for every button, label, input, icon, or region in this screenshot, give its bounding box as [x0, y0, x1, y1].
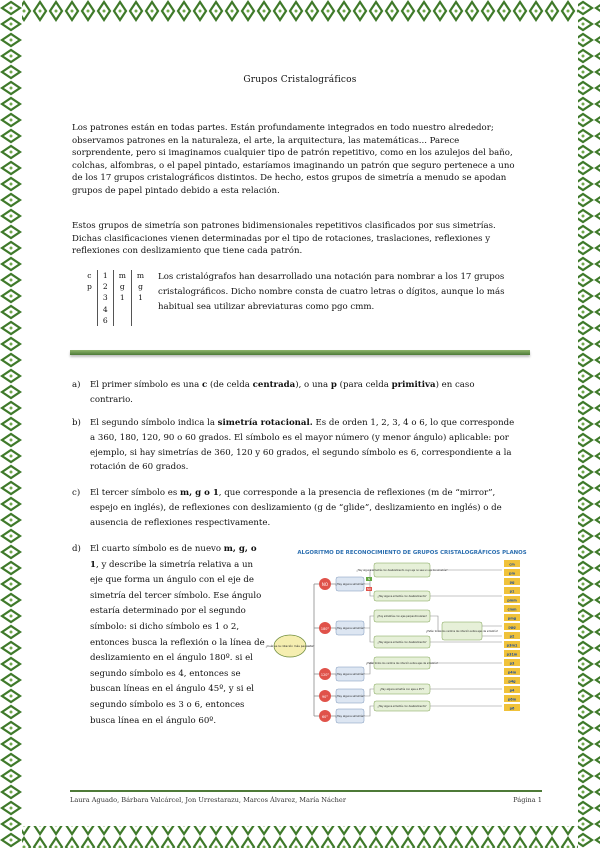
svg-text:pmm: pmm [507, 598, 517, 603]
svg-text:p6: p6 [509, 706, 515, 711]
svg-text:pgg: pgg [508, 625, 516, 630]
notation-column-1: c p [82, 270, 97, 326]
rotation-node-120 [314, 668, 331, 680]
svg-text:p4: p4 [509, 688, 515, 693]
list-item-d: d) El cuarto símbolo es de nuevo m, g, o 1, y describe la simetría relativa a un eje que forma un ángulo con el eje de simetría del tercer símbolo. Ese ángulo estaría determinado por el segundo símbolo: si dicho símbolo es 1 o 2, entonces busca la reflexión o la línea de deslizamiento en el ángulo 180º. si el segundo símbolo es 4, entonces se buscan líneas en el ángulo 45º, y si el segundo símbolo es 3 o 6, entonces busca línea en el ángulo 60º. [72, 544, 265, 726]
rotation-node-180 [314, 622, 331, 634]
rotation-node-90 [314, 690, 331, 702]
svg-text:NO: NO [367, 588, 371, 591]
question-symmetry-1: ¿Hay alguna simetría? [335, 583, 365, 586]
svg-text:p4m: p4m [507, 670, 517, 675]
svg-text:pmg: pmg [507, 616, 517, 621]
question-symmetry-5: ¿Hay alguna simetría? [335, 715, 365, 718]
svg-text:¿Hay alguna simetría con desli: ¿Hay alguna simetría con deslizamiento? [377, 641, 427, 644]
svg-text:120°: 120° [320, 673, 330, 677]
question-rotation-centers: ¿Están todos los centros de rotación sobre ejes de simetría? [426, 630, 498, 633]
svg-text:¿Cuál es la rotación más peque: ¿Cuál es la rotación más pequeña? [265, 644, 315, 648]
svg-text:cmm: cmm [507, 607, 517, 612]
svg-text:NO: NO [321, 582, 329, 587]
question-symmetry-3: ¿Hay alguna simetría? [335, 673, 365, 676]
list-item-c: c) El tercer símbolo es m, g o 1, que corresponde a la presencia de reflexiones (m de “mirror”, espejo en inglés), de reflexiones con deslizamiento (g de “glide”, deslizamiento en inglés) o de ausencia de reflexiones respectivamente. [72, 488, 502, 528]
diagram-title: ALGORITMO DE RECONOCIMIENTO DE GRUPOS CRISTALOGRÁFICOS PLANOS [297, 550, 527, 556]
page-title: Grupos Cristalográficos [243, 75, 357, 85]
svg-text:¿Hay alguna simetría con desli: ¿Hay alguna simetría con deslizamiento? [377, 595, 427, 598]
svg-text:180°: 180° [320, 627, 330, 631]
svg-text:¿Hay alguna simetría con desli: ¿Hay alguna simetría con deslizamiento? [377, 705, 427, 708]
svg-text:pm: pm [509, 571, 515, 576]
svg-text:¿Hay alguna simetría con desli: ¿Hay alguna simetría con deslizamiento cuyo eje no sea un eje de simetría? [356, 569, 448, 572]
svg-text:p1: p1 [509, 589, 515, 594]
svg-text:p4g: p4g [508, 679, 516, 684]
svg-text:pg: pg [509, 580, 515, 585]
notation-column-4: m g 1 [136, 271, 145, 303]
rotation-node-none [314, 578, 331, 590]
document-page [44, 40, 556, 810]
svg-text:p3: p3 [509, 661, 515, 666]
notation-column-3: m g 1 [113, 270, 131, 326]
footer-authors: Laura Aguado, Bárbara Valcárcel, Jon Urrestarazu, Marcos Álvarez, María Nácher [70, 796, 346, 804]
footer-page-number: Página 1 [513, 796, 542, 804]
recognition-algorithm-diagram [265, 546, 552, 732]
list-item-a: a) El primer símbolo es una c (de celda centrada), o una p (para celda primitiva) en caso contrario. [72, 380, 475, 405]
svg-text:60°: 60° [321, 715, 329, 719]
svg-text:Sí: Sí [367, 578, 371, 581]
svg-text:p2: p2 [509, 634, 515, 639]
question-symmetry-2: ¿Hay alguna simetría? [335, 627, 365, 630]
rotation-node-60 [314, 710, 331, 722]
notation-table [82, 270, 149, 326]
question-symmetry-4: ¿Hay alguna simetría? [335, 695, 365, 698]
notation-description: Los cristalógrafos han desarrollado una notación para nombrar a los 17 grupos cristalográficos. Dicho nombre consta de cuatro letras o dígitos, aunque lo más habitual sea utilizar abreviaturas como pgo cmm. [158, 272, 505, 312]
notation-column-2: 1 2 3 4 6 [97, 270, 113, 326]
svg-text:¿Hay simetrías con ejes perpen: ¿Hay simetrías con ejes perpendiculares? [377, 615, 427, 618]
section-divider [70, 350, 530, 355]
svg-text:¿Hay alguna simetría con ejes: ¿Hay alguna simetría con ejes a 45°? [379, 688, 425, 691]
intro-paragraph-1: Los patrones están en todas partes. Están profundamente integrados en todo nuestro alrededor; observamos patrones en la naturaleza, el arte, la arquitectura, las matemáticas... Parece sorprendente, pero si imaginamos cualquier tipo de patrón repetitivo, como en los azulejos del baño, colchas, alfombras, o el papel pintado, estaríamos imaginando un patrón que seguro pertenece a uno de los 17 grupos cristalográficos distintos. De hecho, estos grupos de simetría a menudo se apodan grupos de papel pintado debido a esta relación. [72, 123, 515, 196]
svg-text:90°: 90° [321, 695, 329, 699]
list-item-b: b) El segundo símbolo indica la simetría rotacional. Es de orden 1, 2, 3, 4 o 6, lo que corresponde a 360, 180, 120, 90 o 60 grados. El símbolo es el mayor número (y menor ángulo) aplicable: por ejemplo, si hay simetrías de 360, 120 y 60 grados, el segundo símbolo es 6, correspondiente a la rotación de 60 grados. [72, 418, 515, 473]
svg-text:p31m: p31m [506, 652, 518, 657]
svg-text:p6m: p6m [507, 697, 517, 702]
svg-text:p3m1: p3m1 [506, 643, 518, 648]
svg-text:cm: cm [509, 562, 515, 567]
footer-divider [70, 790, 542, 792]
intro-paragraph-2: Estos grupos de simetría son patrones bidimensionales repetitivos clasificados por sus simetrías. Dichas clasificaciones vienen determinadas por el tipo de rotaciones, traslaciones, reflexiones y reflexiones con deslizamiento que tiene cada patrón. [72, 221, 496, 257]
svg-text:¿Están todos los centros de ro: ¿Están todos los centros de rotación sobre ejes de simetría? [366, 662, 438, 665]
